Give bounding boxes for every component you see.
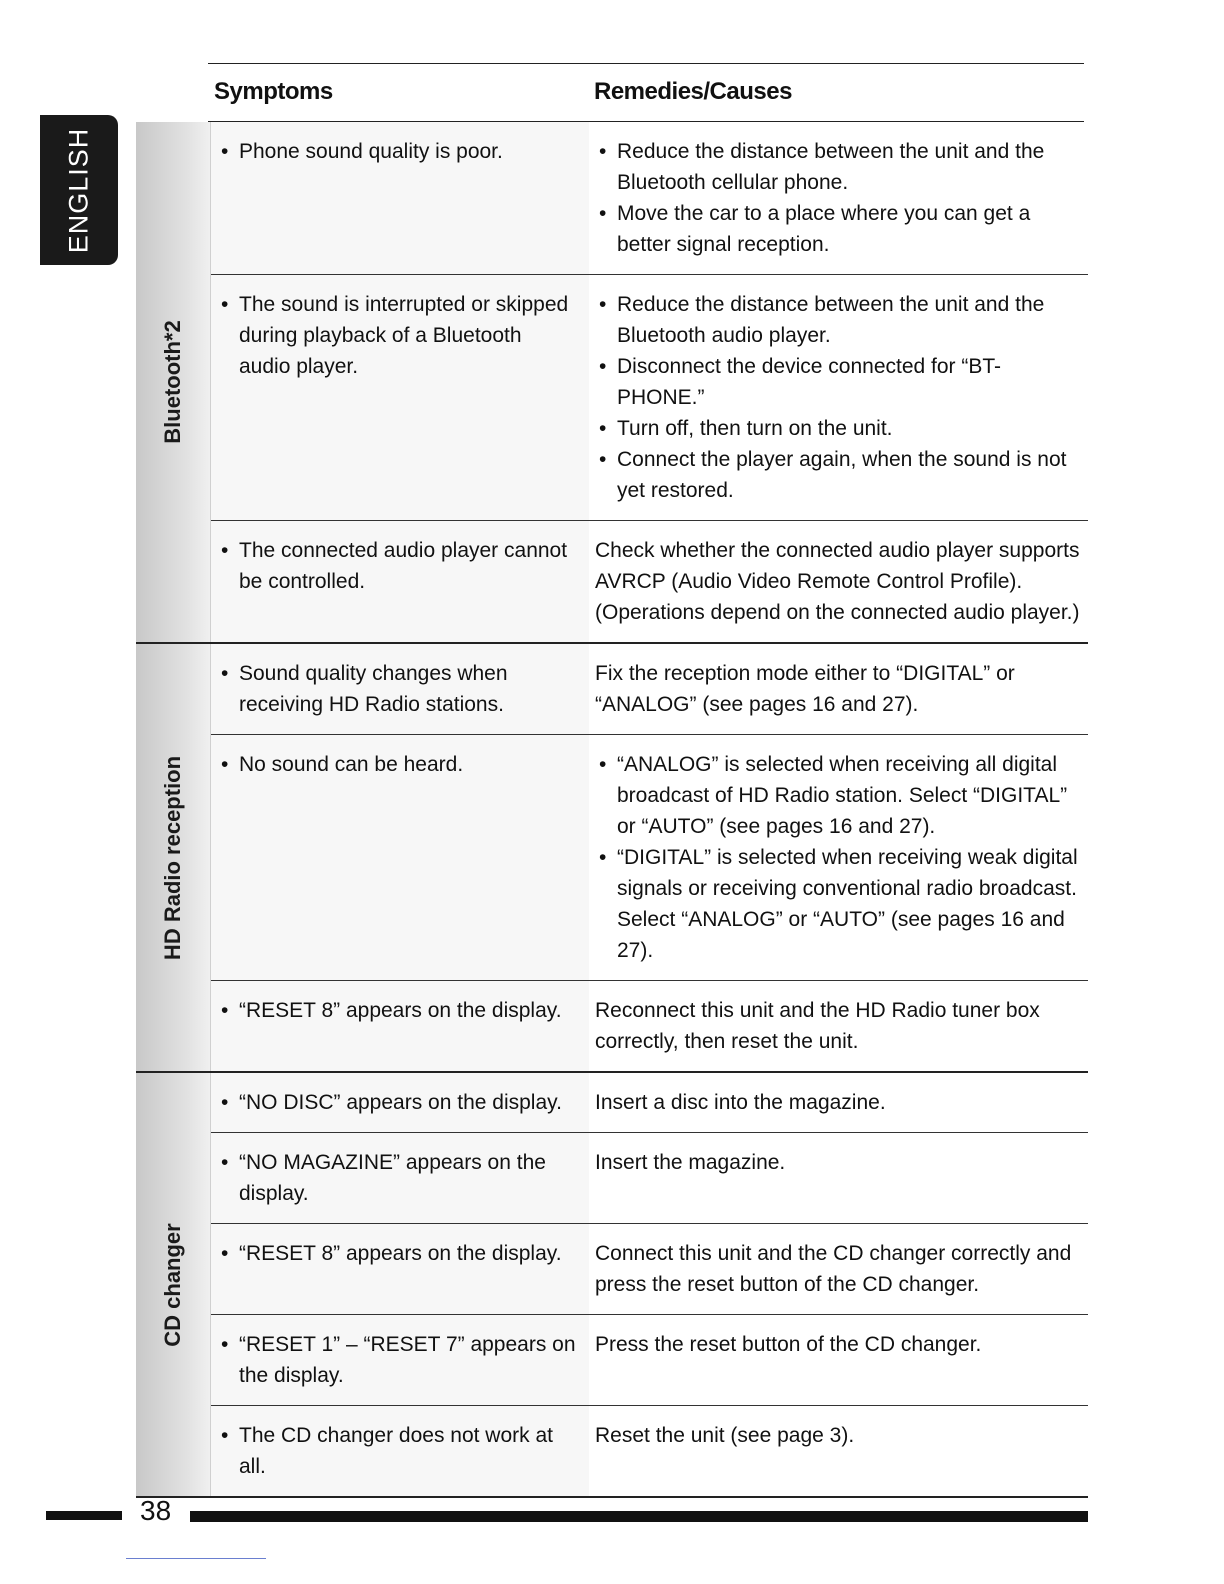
table-row xyxy=(211,735,1088,981)
remedy-item: • Reduce the distance between the unit and the Bluetooth cellular phone. xyxy=(595,136,1080,198)
symptom-cell xyxy=(211,521,589,642)
category-label: Bluetooth*2 xyxy=(160,320,185,444)
symptom-item: • “NO DISC” appears on the display. xyxy=(217,1087,577,1118)
footer-thin-rule xyxy=(126,1558,266,1559)
remedy-text: Check whether the connected audio player supports AVRCP (Audio Video Remote Control Profile). (Operations depend on the connected audio player.) xyxy=(595,539,1080,624)
section xyxy=(136,1073,1088,1498)
remedy-cell xyxy=(589,521,1088,642)
table-row xyxy=(211,1073,1088,1133)
page-number: 38 xyxy=(140,1495,172,1526)
symptom-item: • “RESET 8” appears on the display. xyxy=(217,1238,577,1269)
table-row xyxy=(211,122,1088,275)
remedy-item: • Disconnect the device connected for “BT-PHONE.” xyxy=(595,351,1080,413)
symptom-cell xyxy=(211,275,589,520)
table-row xyxy=(211,981,1088,1071)
table-row xyxy=(211,1224,1088,1315)
remedy-item: • Connect the player again, when the sound is not yet restored. xyxy=(595,444,1080,506)
symptom-item: • The CD changer does not work at all. xyxy=(217,1420,577,1482)
remedy-text: Reconnect this unit and the HD Radio tuner box correctly, then reset the unit. xyxy=(595,999,1040,1053)
footer-bar-left xyxy=(46,1511,122,1520)
remedy-cell xyxy=(589,1133,1088,1223)
symptom-item: • Phone sound quality is poor. xyxy=(217,136,577,167)
remedy-text: Reset the unit (see page 3). xyxy=(595,1424,855,1447)
remedy-cell xyxy=(589,644,1088,734)
remedy-item: • “ANALOG” is selected when receiving all digital broadcast of HD Radio station. Select “DIGITAL” or “AUTO” (see pages 16 and 27). xyxy=(595,749,1080,842)
remedy-cell xyxy=(589,275,1088,520)
remedy-item: • Move the car to a place where you can get a better signal reception. xyxy=(595,198,1080,260)
language-tab xyxy=(40,115,118,265)
symptom-cell xyxy=(211,1224,589,1314)
symptom-item: • Sound quality changes when receiving HD Radio stations. xyxy=(217,658,577,720)
category-band xyxy=(136,1073,211,1496)
remedy-text: Insert a disc into the magazine. xyxy=(595,1091,886,1114)
table-row xyxy=(211,275,1088,521)
table-row xyxy=(211,1315,1088,1406)
remedy-cell xyxy=(589,1073,1088,1132)
symptom-cell xyxy=(211,981,589,1071)
category-band xyxy=(136,644,211,1071)
symptom-cell xyxy=(211,1133,589,1223)
section xyxy=(136,644,1088,1073)
symptom-cell xyxy=(211,1406,589,1496)
symptom-cell xyxy=(211,644,589,734)
symptom-item: • No sound can be heard. xyxy=(217,749,577,780)
symptom-cell xyxy=(211,122,589,274)
section xyxy=(136,122,1088,644)
symptom-item: • “RESET 1” – “RESET 7” appears on the display. xyxy=(217,1329,577,1391)
symptom-item: • “NO MAGAZINE” appears on the display. xyxy=(217,1147,577,1209)
footer-bar-right xyxy=(190,1511,1088,1522)
table-row xyxy=(211,521,1088,642)
table-row xyxy=(211,1133,1088,1224)
header-top-rule xyxy=(208,63,1084,64)
remedy-cell xyxy=(589,1224,1088,1314)
table-row xyxy=(211,644,1088,735)
remedy-text: Fix the reception mode either to “DIGITAL” or “ANALOG” (see pages 16 and 27). xyxy=(595,662,1015,716)
remedy-cell xyxy=(589,735,1088,980)
header-remedies: Remedies/Causes xyxy=(594,78,792,105)
remedy-cell xyxy=(589,1315,1088,1405)
symptom-cell xyxy=(211,1315,589,1405)
language-tab-label: ENGLISH xyxy=(63,127,94,253)
remedy-item: • “DIGITAL” is selected when receiving weak digital signals or receiving conventional radio broadcast. Select “ANALOG” or “AUTO” (see pages 16 and 27). xyxy=(595,842,1080,966)
remedy-cell xyxy=(589,1406,1088,1496)
symptom-item: • “RESET 8” appears on the display. xyxy=(217,995,577,1026)
remedy-item: • Turn off, then turn on the unit. xyxy=(595,413,1080,444)
category-label: CD changer xyxy=(160,1222,185,1347)
remedy-cell xyxy=(589,122,1088,274)
remedy-cell xyxy=(589,981,1088,1071)
category-band xyxy=(136,122,211,642)
troubleshooting-table xyxy=(136,122,1088,1498)
remedy-text: Press the reset button of the CD changer. xyxy=(595,1333,982,1356)
table-row xyxy=(211,1406,1088,1496)
remedy-text: Insert the magazine. xyxy=(595,1151,786,1174)
remedy-text: Connect this unit and the CD changer correctly and press the reset button of the CD changer. xyxy=(595,1242,1072,1296)
symptom-cell xyxy=(211,1073,589,1132)
symptom-item: • The connected audio player cannot be controlled. xyxy=(217,535,577,597)
symptom-item: • The sound is interrupted or skipped during playback of a Bluetooth audio player. xyxy=(217,289,577,382)
category-label: HD Radio reception xyxy=(160,755,185,960)
symptom-cell xyxy=(211,735,589,980)
remedy-item: • Reduce the distance between the unit and the Bluetooth audio player. xyxy=(595,289,1080,351)
header-symptoms: Symptoms xyxy=(214,78,333,105)
